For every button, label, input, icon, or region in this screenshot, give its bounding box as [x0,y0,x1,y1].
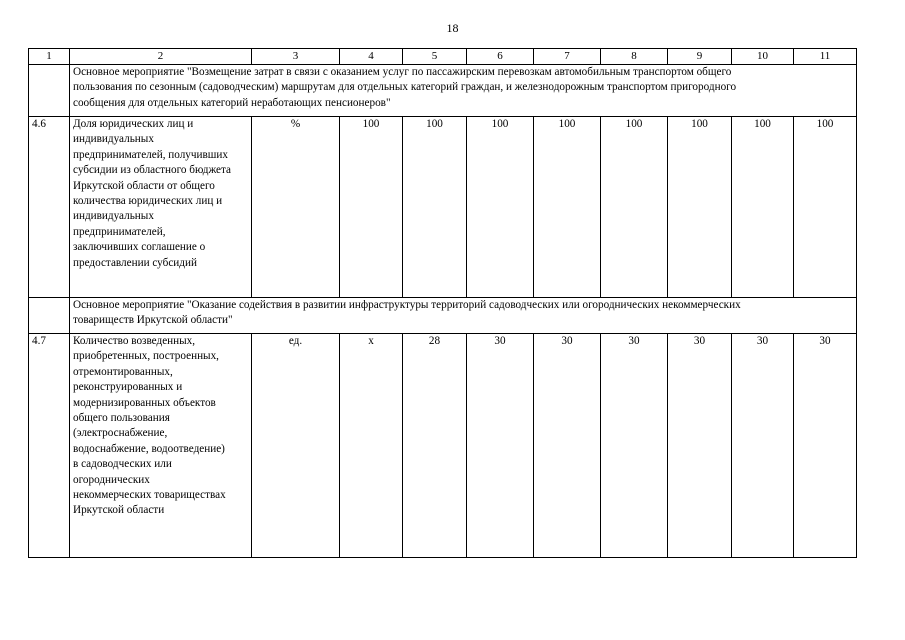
value-cell: 100 [403,117,467,298]
value-cell: 30 [732,334,794,558]
header-cell: 2 [70,49,252,65]
indicator-name: Количество возведенных, приобретенных, построенных, отремонтированных, реконструированных и модернизированных объектов общего пользования (электроснабжение, водоснабжение, водоотведение) в садоводческих или огороднических некоммерческих товариществах Иркутской области [73,335,226,517]
header-cell: 11 [794,49,857,65]
value-cell: 100 [534,117,601,298]
header-cell: 10 [732,49,794,65]
unit-cell: ед. [252,334,340,558]
indicator-name-cell [70,117,252,298]
header-cell: 6 [467,49,534,65]
header-cell: 9 [668,49,732,65]
activity-text: Основное мероприятие "Возмещение затрат в связи с оказанием услуг по пассажирским перевозкам автомобильным транспортом общего пользования по сезонным (садоводческим) маршрутам для отдельных категорий граждан, и железнодорожным транспортом пригородного сообщения для отдельных категорий неработающих пенсионеров" [73,66,737,109]
header-cell: 8 [601,49,668,65]
indicator-name-cell [70,334,252,558]
value-cell: 30 [601,334,668,558]
activity-text: Основное мероприятие "Оказание содействия в развитии инфраструктуры территорий садоводческих или огороднических некоммерческих товариществ Иркутской области" [73,299,741,327]
value-cell: х [340,334,403,558]
value-cell: 100 [601,117,668,298]
indicator-row [29,334,857,558]
indicator-table [28,48,857,558]
empty-number-cell [29,298,70,334]
value-cell: 100 [794,117,857,298]
activity-cell [70,298,857,334]
indicator-row [29,117,857,298]
indicator-name: Доля юридических лиц и индивидуальных предпринимателей, получивших субсидии из областного бюджета Иркутской области от общего количества юридических лиц и индивидуальных предпринимателей, заключивших соглашение о предоставлении субсидий [73,118,231,269]
activity-cell [70,65,857,117]
empty-number-cell [29,65,70,117]
unit-cell: % [252,117,340,298]
value-cell: 30 [668,334,732,558]
header-cell: 3 [252,49,340,65]
value-cell: 30 [794,334,857,558]
page-number: 18 [446,21,459,35]
indicator-number: 4.7 [29,334,70,558]
activity-row [29,298,857,334]
value-cell: 100 [732,117,794,298]
value-cell: 30 [534,334,601,558]
header-row [29,49,857,65]
value-cell: 28 [403,334,467,558]
value-cell: 100 [668,117,732,298]
value-cell: 100 [340,117,403,298]
indicator-number: 4.6 [29,117,70,298]
header-cell: 4 [340,49,403,65]
header-cell: 1 [29,49,70,65]
activity-row [29,65,857,117]
value-cell: 30 [467,334,534,558]
header-cell: 7 [534,49,601,65]
value-cell: 100 [467,117,534,298]
header-cell: 5 [403,49,467,65]
